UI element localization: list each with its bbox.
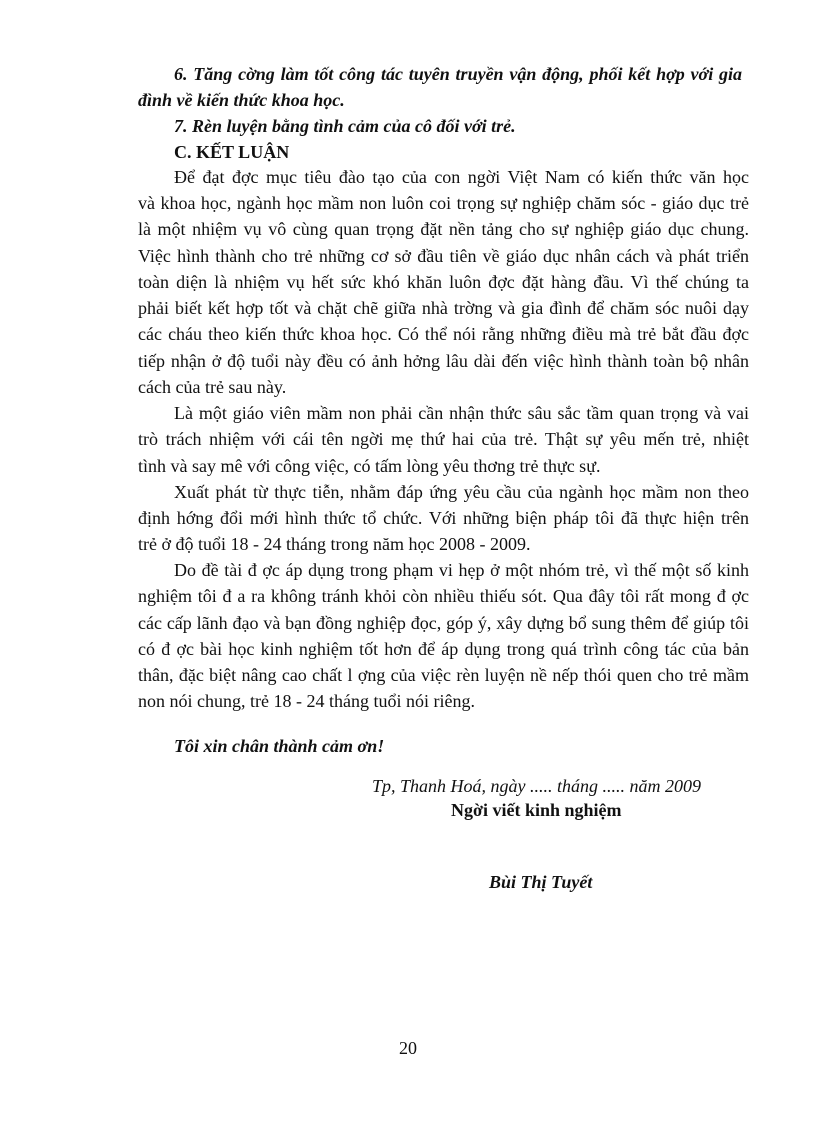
paragraph-2-line: trò trách nhiệm với cái tên ngời mẹ thứ hai của trẻ. Thật sự yêu mến trẻ, nhiệt xyxy=(138,429,749,449)
paragraph-1-line: là một nhiệm vụ vô cùng quan trọng đặt nền tảng cho sự nghiệp giáo dục chung. xyxy=(138,219,749,239)
paragraph-3-line: Xuất phát từ thực tiễn, nhằm đáp ứng yêu cầu của ngành học mầm non theo xyxy=(174,482,749,502)
list-item-6-line-1: 6. Tăng cờng làm tốt công tác tuyên truyền vận động, phối kết hợp với gia xyxy=(174,64,742,84)
paragraph-4-line: có đ ợc bài học kinh nghiệm tốt hơn để áp dụng trong quá trình công tác của bản xyxy=(138,639,749,659)
section-heading: C. KẾT LUẬN xyxy=(174,142,290,162)
paragraph-1-line: phải biết kết hợp tốt và chặt chẽ giữa nhà trờng và gia đình để chăm sóc nuôi dạy xyxy=(138,298,749,318)
paragraph-1-line: tiếp nhận ở độ tuổi này đều có ảnh hởng lâu dài đến việc hình thành toàn bộ nhân xyxy=(138,351,749,371)
page-number: 20 xyxy=(399,1038,417,1058)
closing-thanks: Tôi xin chân thành cảm ơn! xyxy=(174,736,385,756)
paragraph-2-line: tình và say mê với công việc, có tấm lòng yêu thơng trẻ thực sự. xyxy=(138,456,601,476)
paragraph-4-line: non nói chung, trẻ 18 - 24 tháng tuổi nói riêng. xyxy=(138,691,475,711)
paragraph-1-line: Việc hình thành cho trẻ những cơ sở đầu tiên về giáo dục nhân cách và phát triển xyxy=(138,246,749,266)
signature-place-date: Tp, Thanh Hoá, ngày ..... tháng ..... năm 2009 xyxy=(372,776,702,796)
signature-name: Bùi Thị Tuyết xyxy=(489,872,593,892)
paragraph-4-line: nghiệm tôi đ a ra không tránh khỏi còn nhiều thiếu sót. Qua đây tôi rất mong đ ợc xyxy=(138,586,749,606)
paragraph-1-line: Để đạt đợc mục tiêu đào tạo của con ngời Việt Nam có kiến thức văn học xyxy=(174,167,749,187)
paragraph-4-line: các cấp lãnh đạo và bạn đồng nghiệp đọc, góp ý, xây dựng bổ sung thêm để giúp tôi xyxy=(138,613,749,633)
list-item-7: 7. Rèn luyện bằng tình cảm của cô đối với trẻ. xyxy=(174,116,516,136)
paragraph-1-line: toàn diện là nhiệm vụ hết sức khó khăn luôn đợc đặt hàng đầu. Vì thế chúng ta xyxy=(138,272,749,292)
paragraph-3-line: định hớng đổi mới hình thức tổ chức. Với những biện pháp tôi đã thực hiện trên xyxy=(138,508,749,528)
list-item-6-line-2: đình về kiến thức khoa học. xyxy=(138,90,345,110)
paragraph-4-line: thân, đặc biệt nâng cao chất l ợng của việc rèn luyện nề nếp thói quen cho trẻ mầm xyxy=(138,665,749,685)
paragraph-4-line: Do đề tài đ ợc áp dụng trong phạm vi hẹp ở một nhóm trẻ, vì thế một số kinh xyxy=(174,560,749,580)
paragraph-1-line: cách của trẻ sau này. xyxy=(138,377,287,397)
paragraph-1-line: và khoa học, ngành học mầm non luôn coi trọng sự nghiệp chăm sóc - giáo dục trẻ xyxy=(138,193,749,213)
signature-role: Ngời viết kinh nghiệm xyxy=(451,800,622,820)
paragraph-3-line: trẻ ở độ tuổi 18 - 24 tháng trong năm học 2008 - 2009. xyxy=(138,534,531,554)
paragraph-1-line: các cháu theo kiến thức khoa học. Có thể nói rằng những điều mà trẻ bắt đầu đợc xyxy=(138,324,749,344)
paragraph-2-line: Là một giáo viên mầm non phải cần nhận thức sâu sắc tầm quan trọng và vai xyxy=(174,403,749,423)
